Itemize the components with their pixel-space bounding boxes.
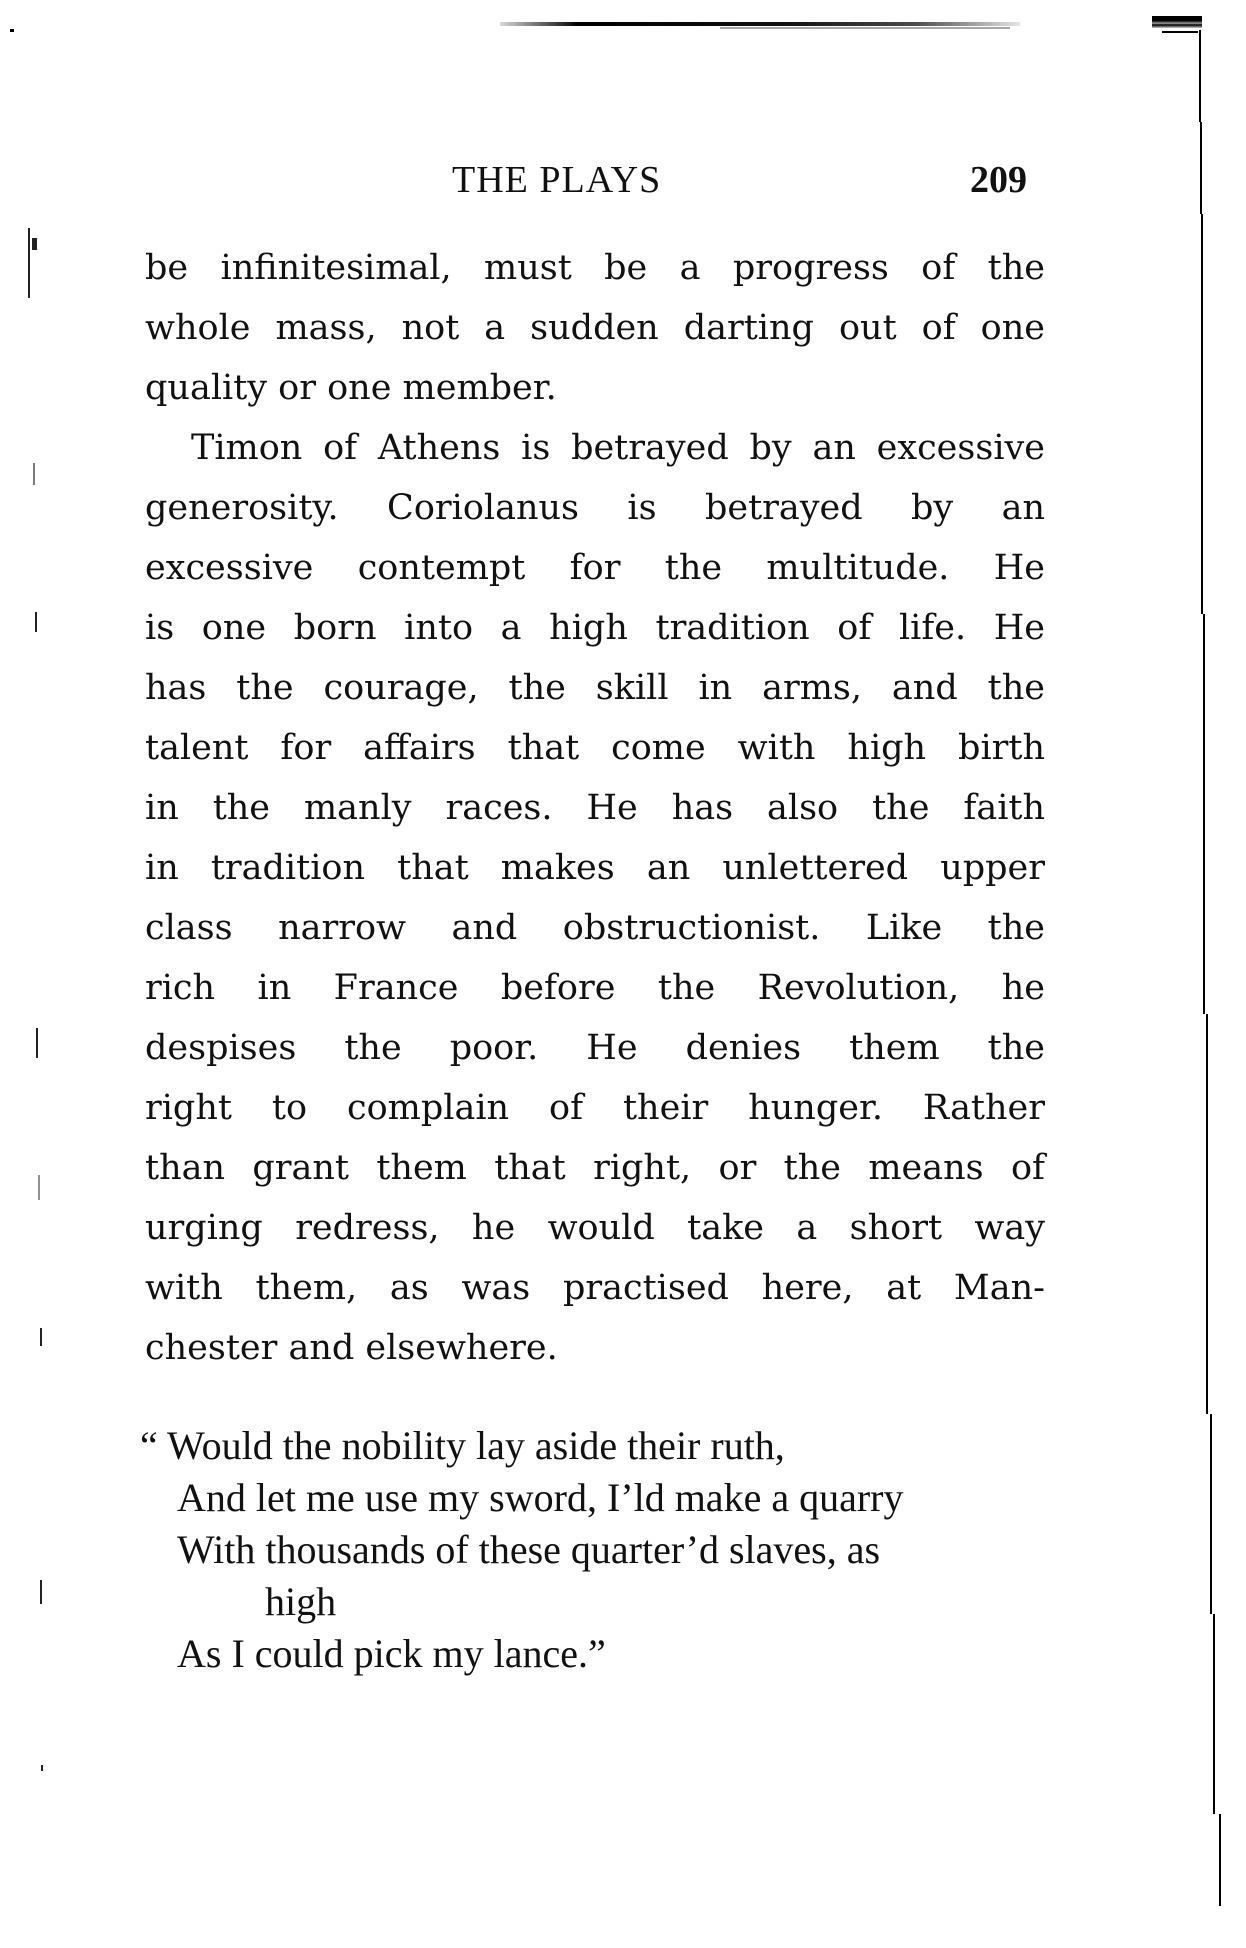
text-line: talent for affairs that come with high birth: [145, 728, 1045, 768]
text-line: excessive contempt for the multitude. He: [145, 548, 1045, 588]
text-line: with them, as was practised here, at Man-: [145, 1268, 1045, 1308]
text-line: quality or one member.: [145, 368, 557, 408]
page-edge-line: [1213, 1614, 1215, 1814]
margin-mark: [33, 463, 35, 485]
verse-line: And let me use my sword, I’ld make a quarry: [177, 1475, 904, 1520]
text-line: in the manly races. He has also the faith: [145, 788, 1045, 828]
scan-artifact-corner-mark: [10, 29, 14, 32]
text-line: despises the poor. He denies them the: [145, 1028, 1045, 1068]
running-head-title: THE PLAYS: [452, 159, 662, 201]
text-line: urging redress, he would take a short way: [145, 1208, 1045, 1248]
verse-line: With thousands of these quarter’d slaves, as: [177, 1527, 881, 1572]
margin-mark: [36, 1028, 38, 1058]
page-edge-line: [1219, 1814, 1221, 1906]
page-number: 209: [970, 159, 1027, 201]
scan-artifact-top-edge-shadow: [720, 27, 1010, 29]
page-edge-line: [1206, 1014, 1208, 1414]
text-line: has the courage, the skill in arms, and the: [145, 668, 1045, 708]
page-edge-line: [1203, 614, 1205, 1014]
scan-artifact-top-edge: [500, 22, 1020, 26]
verse-line: “ Would the nobility lay aside their ruth,: [140, 1423, 785, 1468]
text-line: right to complain of their hunger. Rather: [145, 1088, 1045, 1128]
margin-mark: [41, 1765, 43, 1771]
text-line: be infinitesimal, must be a progress of the: [145, 248, 1045, 288]
margin-mark: [40, 1580, 42, 1604]
text-line: Timon of Athens is betrayed by an excessive: [191, 428, 1045, 468]
margin-mark: [40, 1328, 42, 1346]
text-line: class narrow and obstructionist. Like the: [145, 908, 1045, 948]
verse-line: As I could pick my lance.”: [177, 1631, 606, 1676]
page-edge-line: [1210, 1414, 1212, 1614]
text-line: whole mass, not a sudden darting out of one: [145, 308, 1045, 348]
running-head: [0, 158, 1246, 204]
page-edge-line: [1199, 30, 1201, 122]
text-line: generosity. Coriolanus is betrayed by an: [145, 488, 1045, 528]
verse-quotation: [140, 1420, 1060, 1680]
margin-mark: [35, 612, 37, 632]
page-edge-line: [1201, 214, 1203, 614]
text-line: is one born into a high tradition of life. He: [145, 608, 1045, 648]
text-line: than grant them that right, or the means of: [145, 1148, 1045, 1188]
text-line: rich in France before the Revolution, he: [145, 968, 1045, 1008]
verse-line-turnover: high: [265, 1579, 337, 1624]
scan-artifact-top-right-corner-line: [1162, 31, 1198, 33]
margin-mark: [28, 228, 30, 298]
margin-mark: [32, 238, 37, 250]
scan-artifact-top-right-corner: [1152, 16, 1202, 28]
body-text: [145, 238, 1045, 1378]
text-line: chester and elsewhere.: [145, 1328, 558, 1368]
margin-mark: [38, 1175, 40, 1200]
text-line: in tradition that makes an unlettered upper: [145, 848, 1045, 888]
